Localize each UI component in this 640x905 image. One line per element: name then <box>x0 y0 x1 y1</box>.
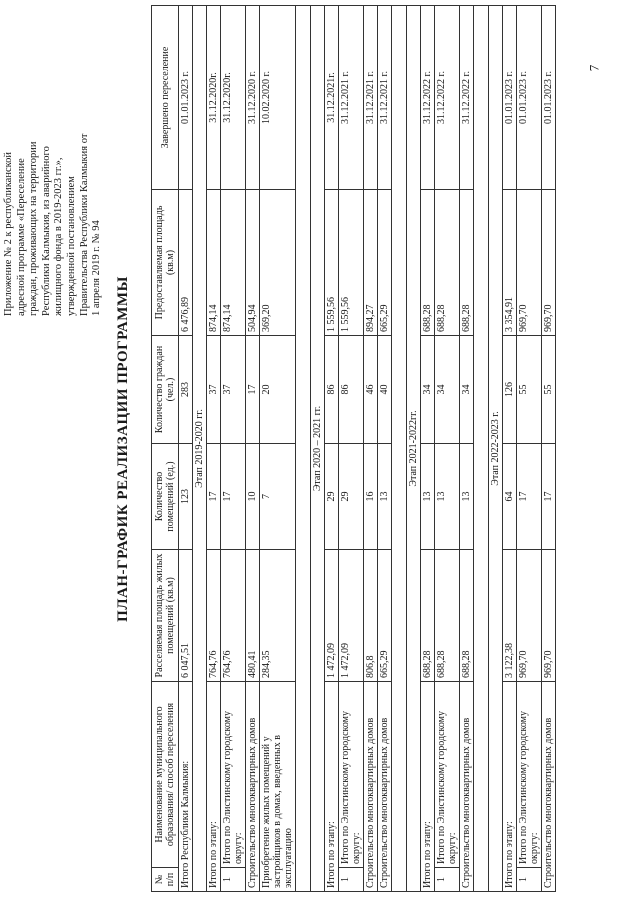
cell-completed: 31.12.2021 г. <box>378 6 392 190</box>
cell-people: 34 <box>421 336 435 444</box>
table-row <box>460 6 474 892</box>
stage-title-row <box>489 6 503 892</box>
cell-name: Итого Республики Калмыкия: <box>179 682 193 892</box>
cell-area: 806,8 <box>364 550 378 682</box>
cell-rooms: 17 <box>221 444 246 550</box>
cell-rooms: 29 <box>339 444 364 550</box>
table-row <box>364 6 378 892</box>
cell-completed: 31.12.2020г. <box>221 6 246 190</box>
cell-area: 969,70 <box>542 550 556 682</box>
stage-title: Этап 2020 – 2021 гг. <box>311 6 325 892</box>
cell-rooms: 13 <box>378 444 392 550</box>
page-number: 7 <box>586 64 602 72</box>
appendix-line: 1 апреля 2019 г. № 94 <box>91 220 103 316</box>
appendix-header <box>3 16 104 316</box>
cell-provided: 894,27 <box>364 190 378 336</box>
spacer-cell <box>474 6 489 892</box>
table-row <box>378 6 392 892</box>
cell-area: 1 472,09 <box>339 550 364 682</box>
cell-completed: 31.12.2020г. <box>207 6 221 190</box>
okrug-total-row <box>435 6 460 892</box>
cell-num: 1 <box>435 868 460 892</box>
cell-rooms: 16 <box>364 444 378 550</box>
cell-provided: 969,70 <box>542 190 556 336</box>
cell-name: Итого по этапу: <box>325 682 339 892</box>
stage-title: Этап 2019-2020 гг. <box>193 6 207 892</box>
appendix-line: адресной программе «Переселение <box>15 158 27 316</box>
cell-completed: 10.02.2020 г. <box>260 6 296 190</box>
cell-name: Итого по Элистинскому городскому округу: <box>517 682 542 868</box>
cell-name: Строительство многоквартирных домов <box>378 682 392 892</box>
cell-area: 3 122,38 <box>503 550 517 682</box>
table-row <box>260 6 296 892</box>
spacer-row <box>296 6 311 892</box>
cell-people: 34 <box>460 336 474 444</box>
document-title: ПЛАН-ГРАФИК РЕАЛИЗАЦИИ ПРОГРАММЫ <box>115 276 131 622</box>
okrug-total-row <box>339 6 364 892</box>
spacer-row <box>392 6 407 892</box>
cell-rooms: 17 <box>207 444 221 550</box>
cell-area: 6 047,51 <box>179 550 193 682</box>
cell-name: Итого по Элистинскому городскому округу: <box>221 682 246 868</box>
cell-name: Приобретение жилых помещений у застройщиков в домах, введенных в эксплуатацию <box>260 682 296 892</box>
cell-rooms: 13 <box>460 444 474 550</box>
cell-rooms: 10 <box>246 444 260 550</box>
header-num: № п/п <box>152 868 179 892</box>
cell-area: 688,28 <box>435 550 460 682</box>
cell-completed: 01.01.2023 г. <box>503 6 517 190</box>
cell-completed: 31.12.2021 г. <box>364 6 378 190</box>
cell-people: 86 <box>325 336 339 444</box>
cell-provided: 6 476,89 <box>179 190 193 336</box>
table-header-row <box>152 6 179 892</box>
appendix-line: утвержденной постановлением <box>65 176 77 316</box>
appendix-line: Приложение № 2 к республиканской <box>3 151 14 316</box>
cell-completed: 31.12.2022 г. <box>421 6 435 190</box>
cell-area: 969,70 <box>517 550 542 682</box>
cell-completed: 31.12.2021г. <box>325 6 339 190</box>
cell-name: Итого по Элистинскому городскому округу: <box>339 682 364 868</box>
cell-provided: 369,20 <box>260 190 296 336</box>
cell-area: 665,29 <box>378 550 392 682</box>
cell-completed: 01.01.2023 г. <box>542 6 556 190</box>
stage-title: Этап 2022-2023 г. <box>489 6 503 892</box>
header-completed: Завершено переселение <box>152 6 179 190</box>
cell-completed: 31.12.2020 г. <box>246 6 260 190</box>
cell-provided: 3 354,91 <box>503 190 517 336</box>
okrug-total-row <box>221 6 246 892</box>
cell-rooms: 13 <box>435 444 460 550</box>
cell-name: Строительство многоквартирных домов <box>246 682 260 892</box>
cell-area: 688,28 <box>421 550 435 682</box>
plan-schedule-table <box>151 5 556 892</box>
cell-people: 37 <box>221 336 246 444</box>
cell-people: 55 <box>542 336 556 444</box>
cell-rooms: 17 <box>542 444 556 550</box>
stage-total-row <box>207 6 221 892</box>
cell-provided: 688,28 <box>421 190 435 336</box>
appendix-line: Республики Калмыкия, из аварийного <box>40 146 52 316</box>
cell-people: 40 <box>378 336 392 444</box>
stage-title: Этап 2021-2022гг. <box>407 6 421 892</box>
cell-name: Итого по этапу: <box>503 682 517 892</box>
header-rooms: Количество помещений (ед.) <box>152 444 179 550</box>
appendix-line: граждан, проживающих на территории <box>28 141 40 316</box>
cell-area: 480,41 <box>246 550 260 682</box>
cell-rooms: 7 <box>260 444 296 550</box>
cell-area: 688,28 <box>460 550 474 682</box>
cell-name: Итого по Элистинскому городскому округу: <box>435 682 460 868</box>
okrug-total-row <box>517 6 542 892</box>
appendix-line: жилищного фонда в 2019-2023 гг.», <box>53 157 65 316</box>
cell-people: 126 <box>503 336 517 444</box>
cell-name: Итого по этапу: <box>421 682 435 892</box>
appendix-line: Правительства Республики Калмыкия от <box>78 133 90 316</box>
cell-provided: 874,14 <box>207 190 221 336</box>
cell-provided: 1 559,56 <box>339 190 364 336</box>
cell-rooms: 17 <box>517 444 542 550</box>
stage-title-row <box>193 6 207 892</box>
cell-name: Строительство многоквартирных домов <box>542 682 556 892</box>
header-area: Расселяемая площадь жилых помещений (кв.м) <box>152 550 179 682</box>
stage-total-row <box>421 6 435 892</box>
cell-people: 283 <box>179 336 193 444</box>
cell-area: 764,76 <box>221 550 246 682</box>
cell-provided: 504,94 <box>246 190 260 336</box>
cell-provided: 969,70 <box>517 190 542 336</box>
cell-num: 1 <box>221 868 246 892</box>
cell-provided: 874,14 <box>221 190 246 336</box>
table-row <box>542 6 556 892</box>
cell-people: 46 <box>364 336 378 444</box>
spacer-cell <box>392 6 407 892</box>
cell-provided: 688,28 <box>435 190 460 336</box>
header-provided: Предоставляемая площадь (кв.м) <box>152 190 179 336</box>
cell-completed: 31.12.2022 г. <box>460 6 474 190</box>
cell-area: 764,76 <box>207 550 221 682</box>
cell-completed: 01.01.2023 г. <box>517 6 542 190</box>
cell-name: Строительство многоквартирных домов <box>364 682 378 892</box>
stage-title-row <box>407 6 421 892</box>
cell-completed: 31.12.2022 г. <box>435 6 460 190</box>
cell-rooms: 64 <box>503 444 517 550</box>
cell-name: Строительство многоквартирных домов <box>460 682 474 892</box>
cell-num: 1 <box>517 868 542 892</box>
spacer-cell <box>296 6 311 892</box>
cell-rooms: 123 <box>179 444 193 550</box>
stage-total-row <box>325 6 339 892</box>
cell-area: 284,35 <box>260 550 296 682</box>
stage-total-row <box>503 6 517 892</box>
table-row <box>246 6 260 892</box>
table-body <box>179 6 556 892</box>
stage-title-row <box>311 6 325 892</box>
cell-provided: 688,28 <box>460 190 474 336</box>
cell-num: 1 <box>339 868 364 892</box>
cell-people: 55 <box>517 336 542 444</box>
cell-people: 34 <box>435 336 460 444</box>
header-name: Наименование муниципального образования/ способ переселения <box>152 682 179 868</box>
rotated-document-page <box>3 6 613 892</box>
cell-rooms: 13 <box>421 444 435 550</box>
cell-people: 20 <box>260 336 296 444</box>
spacer-row <box>474 6 489 892</box>
cell-completed: 01.01.2023 г. <box>179 6 193 190</box>
header-people: Количество граждан (чел.) <box>152 336 179 444</box>
cell-rooms: 29 <box>325 444 339 550</box>
cell-people: 37 <box>207 336 221 444</box>
republic-total-row <box>179 6 193 892</box>
cell-area: 1 472,09 <box>325 550 339 682</box>
cell-name: Итого по этапу: <box>207 682 221 892</box>
cell-provided: 665,29 <box>378 190 392 336</box>
cell-completed: 31.12.2021 г. <box>339 6 364 190</box>
cell-provided: 1 559,56 <box>325 190 339 336</box>
cell-people: 17 <box>246 336 260 444</box>
cell-people: 86 <box>339 336 364 444</box>
